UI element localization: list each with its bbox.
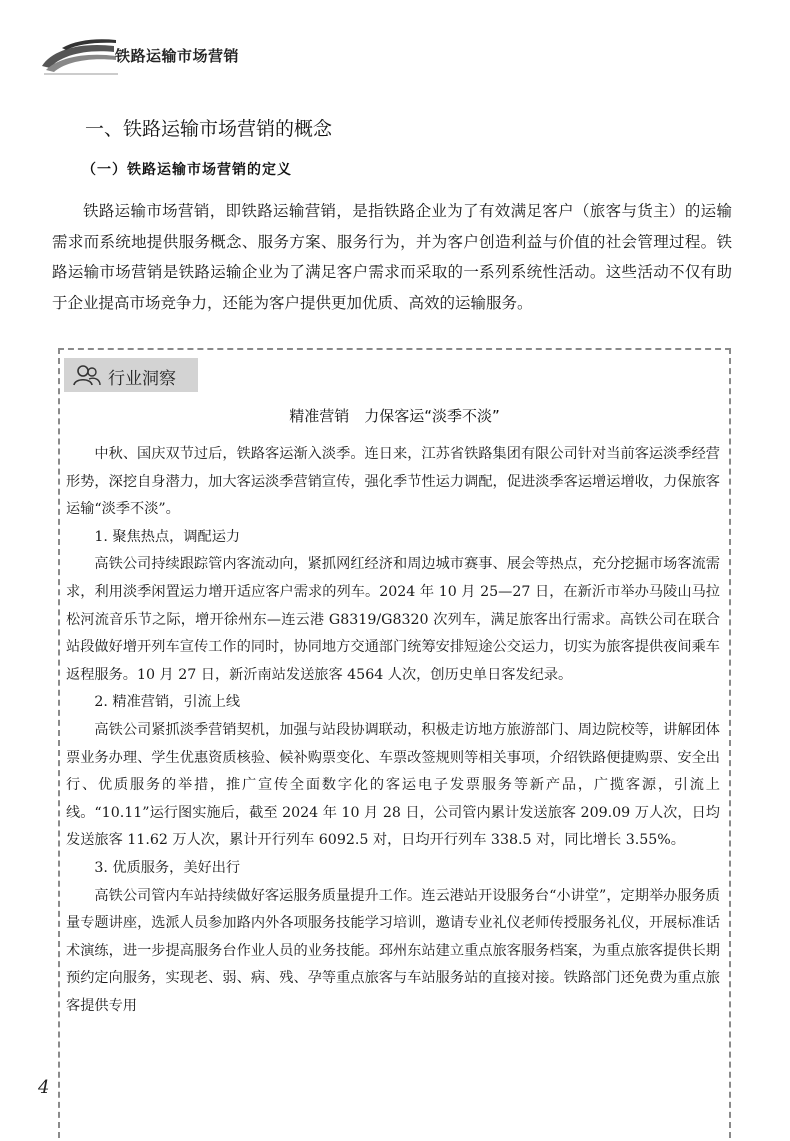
people-icon (72, 363, 102, 387)
case-body (66, 441, 720, 1020)
case-paragraph: 高铁公司管内车站持续做好客运服务质量提升工作。连云港站开设服务台“小讲堂”，定期举办服务质量专题讲座，选派人员参加路内外各项服务技能学习培训，邀请专业礼仪老师传授服务礼仪，开展标准话术演练，进一步提高服务台作业人员的业务技能。邳州东站建立重点旅客服务档案，为重点旅客提供长期预约定向服务，实现老、弱、病、残、孕等重点旅客与车站服务站的直接对接。铁路部门还免费为重点旅客提供专用 (66, 887, 720, 1014)
intro-paragraph: 铁路运输市场营销，即铁路运输营销，是指铁路企业为了有效满足客户（旅客与货主）的运输需求而系统地提供服务概念、服务方案、服务行为，并为客户创造利益与价值的社会管理过程。铁路运输市场营销是铁路运输企业为了满足客户需求而采取的一系列系统性活动。这些活动不仅有助于企业提高市场竞争力，还能为客户提供更加优质、高效的运输服务。 (52, 202, 732, 312)
case-paragraph: 高铁公司紧抓淡季营销契机，加强与站段协调联动，积极走访地方旅游部门、周边院校等，讲解团体票业务办理、学生优惠资质核验、候补购票变化、车票改签规则等相关事项，介绍铁路便捷购票、安全出行、优质服务的举措，推广宣传全面数字化的客运电子发票服务等新产品，广揽客源，引流上线。“10.11”运行图实施后，截至 2024 年 10 月 28 日，公司管内累计发送旅客 209.09 万人次，日均发送旅客 11.62 万人次，累计开行列车 6092.5 对，日均开行列车 338.5 对，同比增长 3.55%。 (66, 721, 720, 849)
running-header-title: 铁路运输市场营销 (115, 47, 240, 65)
section-title: 一、铁路运输市场营销的概念 (85, 118, 333, 140)
case-heading: 3. 优质服务，美好出行 (94, 859, 241, 876)
case-heading: 1. 聚焦热点，调配运力 (94, 528, 241, 545)
industry-insight-badge (64, 358, 198, 392)
case-heading: 2. 精准营销，引流上线 (94, 694, 241, 711)
badge-label: 行业洞察 (108, 369, 176, 389)
running-header (40, 36, 260, 80)
case-title: 精准营销 力保客运“淡季不淡” (289, 407, 500, 425)
page-number: 4 (38, 1077, 50, 1098)
train-logo-icon (40, 36, 120, 76)
case-paragraph: 中秋、国庆双节过后，铁路客运渐入淡季。连日来，江苏省铁路集团有限公司针对当前客运淡季经营形势，深挖自身潜力，加大客运淡季营销宣传，强化季节性运力调配，促进淡季客运增运增收，力保旅客运输“淡季不淡”。 (66, 446, 720, 518)
subsection-title: （一）铁路运输市场营销的定义 (82, 162, 292, 178)
case-paragraph: 高铁公司持续跟踪管内客流动向，紧抓网红经济和周边城市赛事、展会等热点，充分挖掘市场客流需求，利用淡季闲置运力增开适应客户需求的列车。2024 年 10 月 25—27 日，在新沂市举办马陵山马拉松河流音乐节之际，增开徐州东—连云港 G8319/G8320 次列车，满足旅客出行需求。高铁公司在联合站段做好增开列车宣传工作的同时，协同地方交通部门统筹安排短途公交运力，切实为旅客提供夜间乘车返程服务。10 月 27 日，新沂南站发送旅客 4564 人次，创历史单日客发纪录。 (66, 556, 720, 683)
